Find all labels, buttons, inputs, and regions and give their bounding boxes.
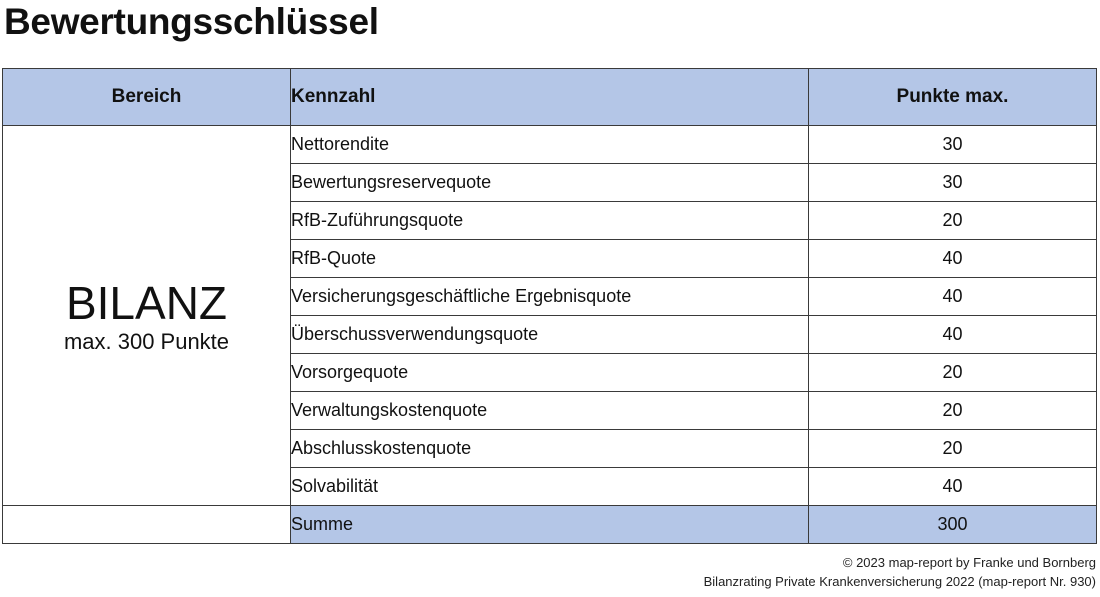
rating-key-table (2, 68, 1097, 544)
metric-points: 40 (809, 278, 1097, 316)
table-header-row (3, 69, 1097, 126)
area-cell (3, 126, 291, 506)
sum-label: Summe (291, 506, 809, 544)
metric-points: 20 (809, 430, 1097, 468)
metric-name: Abschlusskostenquote (291, 430, 809, 468)
metric-name: Versicherungsgeschäftliche Ergebnisquote (291, 278, 809, 316)
metric-points: 20 (809, 202, 1097, 240)
metric-name: RfB-Zuführungsquote (291, 202, 809, 240)
header-kennzahl: Kennzahl (291, 69, 809, 126)
metric-points: 30 (809, 126, 1097, 164)
source-line: Bilanzrating Private Krankenversicherung 2022 (map-report Nr. 930) (703, 574, 1096, 589)
metric-name: Nettorendite (291, 126, 809, 164)
page-title: Bewertungsschlüssel (4, 1, 379, 42)
copyright-line: © 2023 map-report by Franke und Bornberg (842, 555, 1096, 570)
metric-name: Solvabilität (291, 468, 809, 506)
metric-name: Überschussverwendungsquote (291, 316, 809, 354)
metric-points: 30 (809, 164, 1097, 202)
metric-name: Verwaltungskostenquote (291, 392, 809, 430)
metric-points: 40 (809, 240, 1097, 278)
header-punkte-max: Punkte max. (809, 69, 1097, 126)
metric-points: 40 (809, 468, 1097, 506)
footer-credits (704, 553, 1096, 591)
sum-empty-cell (3, 506, 291, 544)
metric-name: Bewertungsreservequote (291, 164, 809, 202)
sum-row (3, 506, 1097, 544)
table-row (3, 126, 1097, 164)
header-bereich: Bereich (3, 69, 291, 126)
metric-points: 40 (809, 316, 1097, 354)
sum-points: 300 (809, 506, 1097, 544)
area-name: BILANZ (65, 276, 228, 329)
metric-points: 20 (809, 392, 1097, 430)
metric-points: 20 (809, 354, 1097, 392)
area-max-points: max. 300 Punkte (63, 328, 230, 354)
metric-name: Vorsorgequote (291, 354, 809, 392)
metric-name: RfB-Quote (291, 240, 809, 278)
